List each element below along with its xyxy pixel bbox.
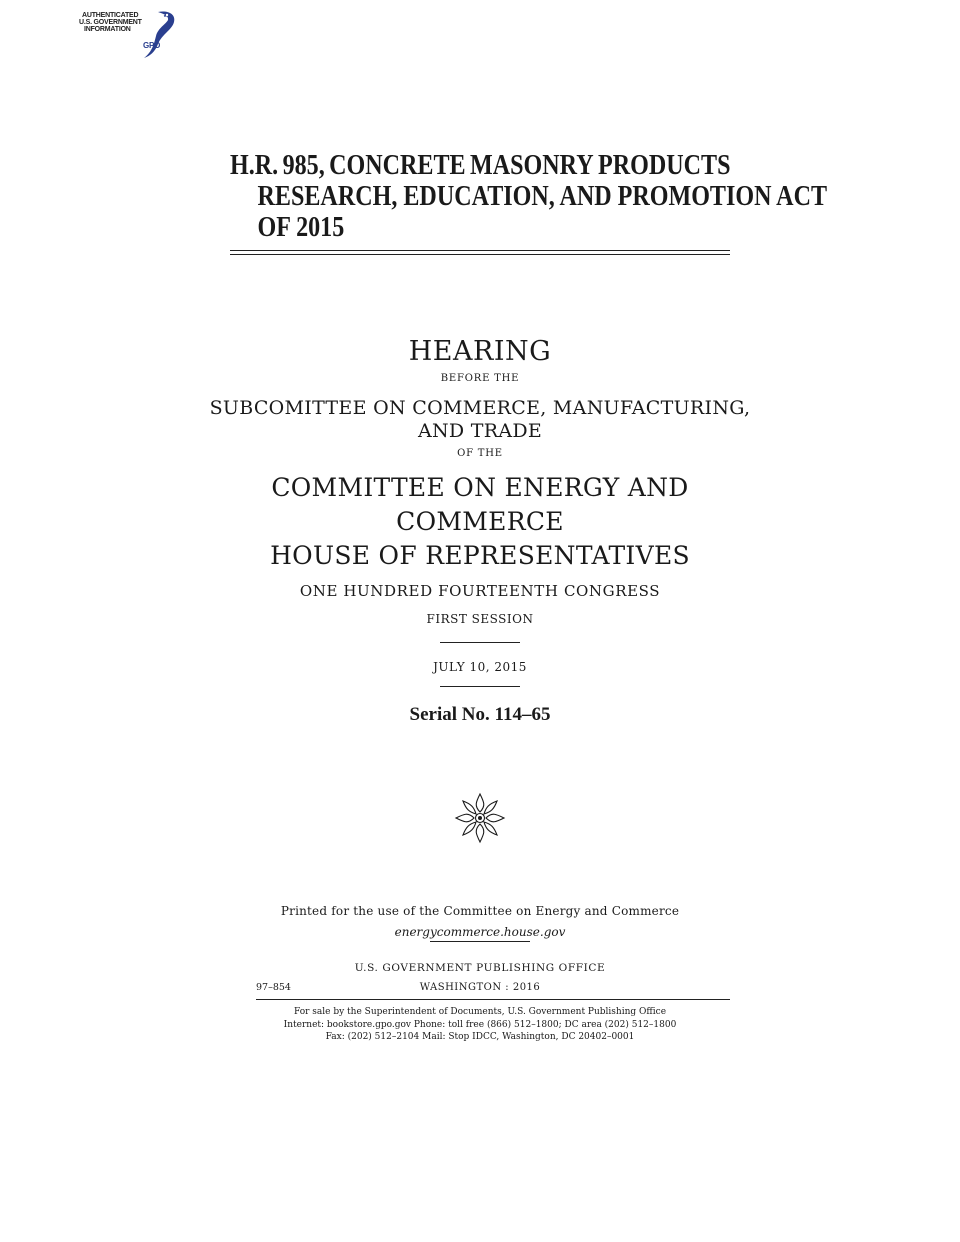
gpo-ornament-icon bbox=[452, 790, 508, 846]
hearing-date: JULY 10, 2015 bbox=[433, 660, 527, 674]
before-the-label: BEFORE THE bbox=[440, 373, 520, 384]
title-word: 985, bbox=[282, 150, 325, 181]
logo-line-1: AUTHENTICATED bbox=[82, 12, 139, 19]
document-title bbox=[230, 150, 828, 243]
printed-for-note: Printed for the use of the Committee on Energy and Commerce bbox=[280, 904, 680, 918]
short-rule bbox=[440, 686, 520, 687]
house-of-representatives: HOUSE OF REPRESENTATIVES bbox=[270, 541, 690, 570]
title-line-1 bbox=[230, 150, 731, 181]
eagle-icon bbox=[128, 8, 184, 60]
title-word: PRODUCTS bbox=[598, 150, 731, 181]
hearing-heading: HEARING bbox=[408, 336, 552, 367]
committee-website[interactable]: energycommerce.house.gov bbox=[394, 925, 566, 939]
logo-gpo-mark: GPO bbox=[143, 41, 161, 50]
title-line-3: OF 2015 bbox=[257, 212, 345, 243]
for-sale-line-3: Fax: (202) 512–2104 Mail: Stop IDCC, Washington, DC 20402–0001 bbox=[325, 1032, 635, 1042]
website-underline bbox=[430, 941, 530, 942]
title-word: CONCRETE bbox=[329, 150, 466, 181]
congress-label: ONE HUNDRED FOURTEENTH CONGRESS bbox=[299, 582, 661, 600]
subcommittee-line-2: AND TRADE bbox=[417, 420, 543, 442]
of-the-label: OF THE bbox=[457, 448, 503, 459]
logo-line-2: U.S. GOVERNMENT bbox=[79, 19, 142, 26]
serial-number: Serial No. 114–65 bbox=[409, 704, 551, 725]
jacket-number: 97–854 bbox=[256, 982, 291, 993]
for-sale-line-1: For sale by the Superintendent of Documents, U.S. Government Publishing Office bbox=[293, 1007, 667, 1017]
session-label: FIRST SESSION bbox=[426, 612, 534, 626]
committee-line-1: COMMITTEE ON ENERGY AND bbox=[271, 473, 689, 502]
title-double-rule bbox=[230, 250, 730, 255]
footer-rule bbox=[256, 999, 730, 1000]
publication-place-date: WASHINGTON : 2016 bbox=[419, 982, 541, 993]
subcommittee-line-1: SUBCOMITTEE ON COMMERCE, MANUFACTURING, bbox=[209, 397, 751, 419]
logo-line-3: INFORMATION bbox=[84, 26, 131, 33]
gpo-authentication-logo bbox=[58, 8, 188, 60]
committee-line-2: COMMERCE bbox=[396, 507, 564, 536]
title-line-2: RESEARCH, EDUCATION, AND PROMOTION ACT bbox=[257, 181, 828, 212]
publishing-office: U.S. GOVERNMENT PUBLISHING OFFICE bbox=[354, 962, 606, 974]
short-rule bbox=[440, 642, 520, 643]
title-word: H.R. bbox=[230, 150, 279, 181]
for-sale-line-2: Internet: bookstore.gpo.gov Phone: toll free (866) 512–1800; DC area (202) 512–1800 bbox=[283, 1020, 677, 1030]
title-word: MASONRY bbox=[470, 150, 594, 181]
